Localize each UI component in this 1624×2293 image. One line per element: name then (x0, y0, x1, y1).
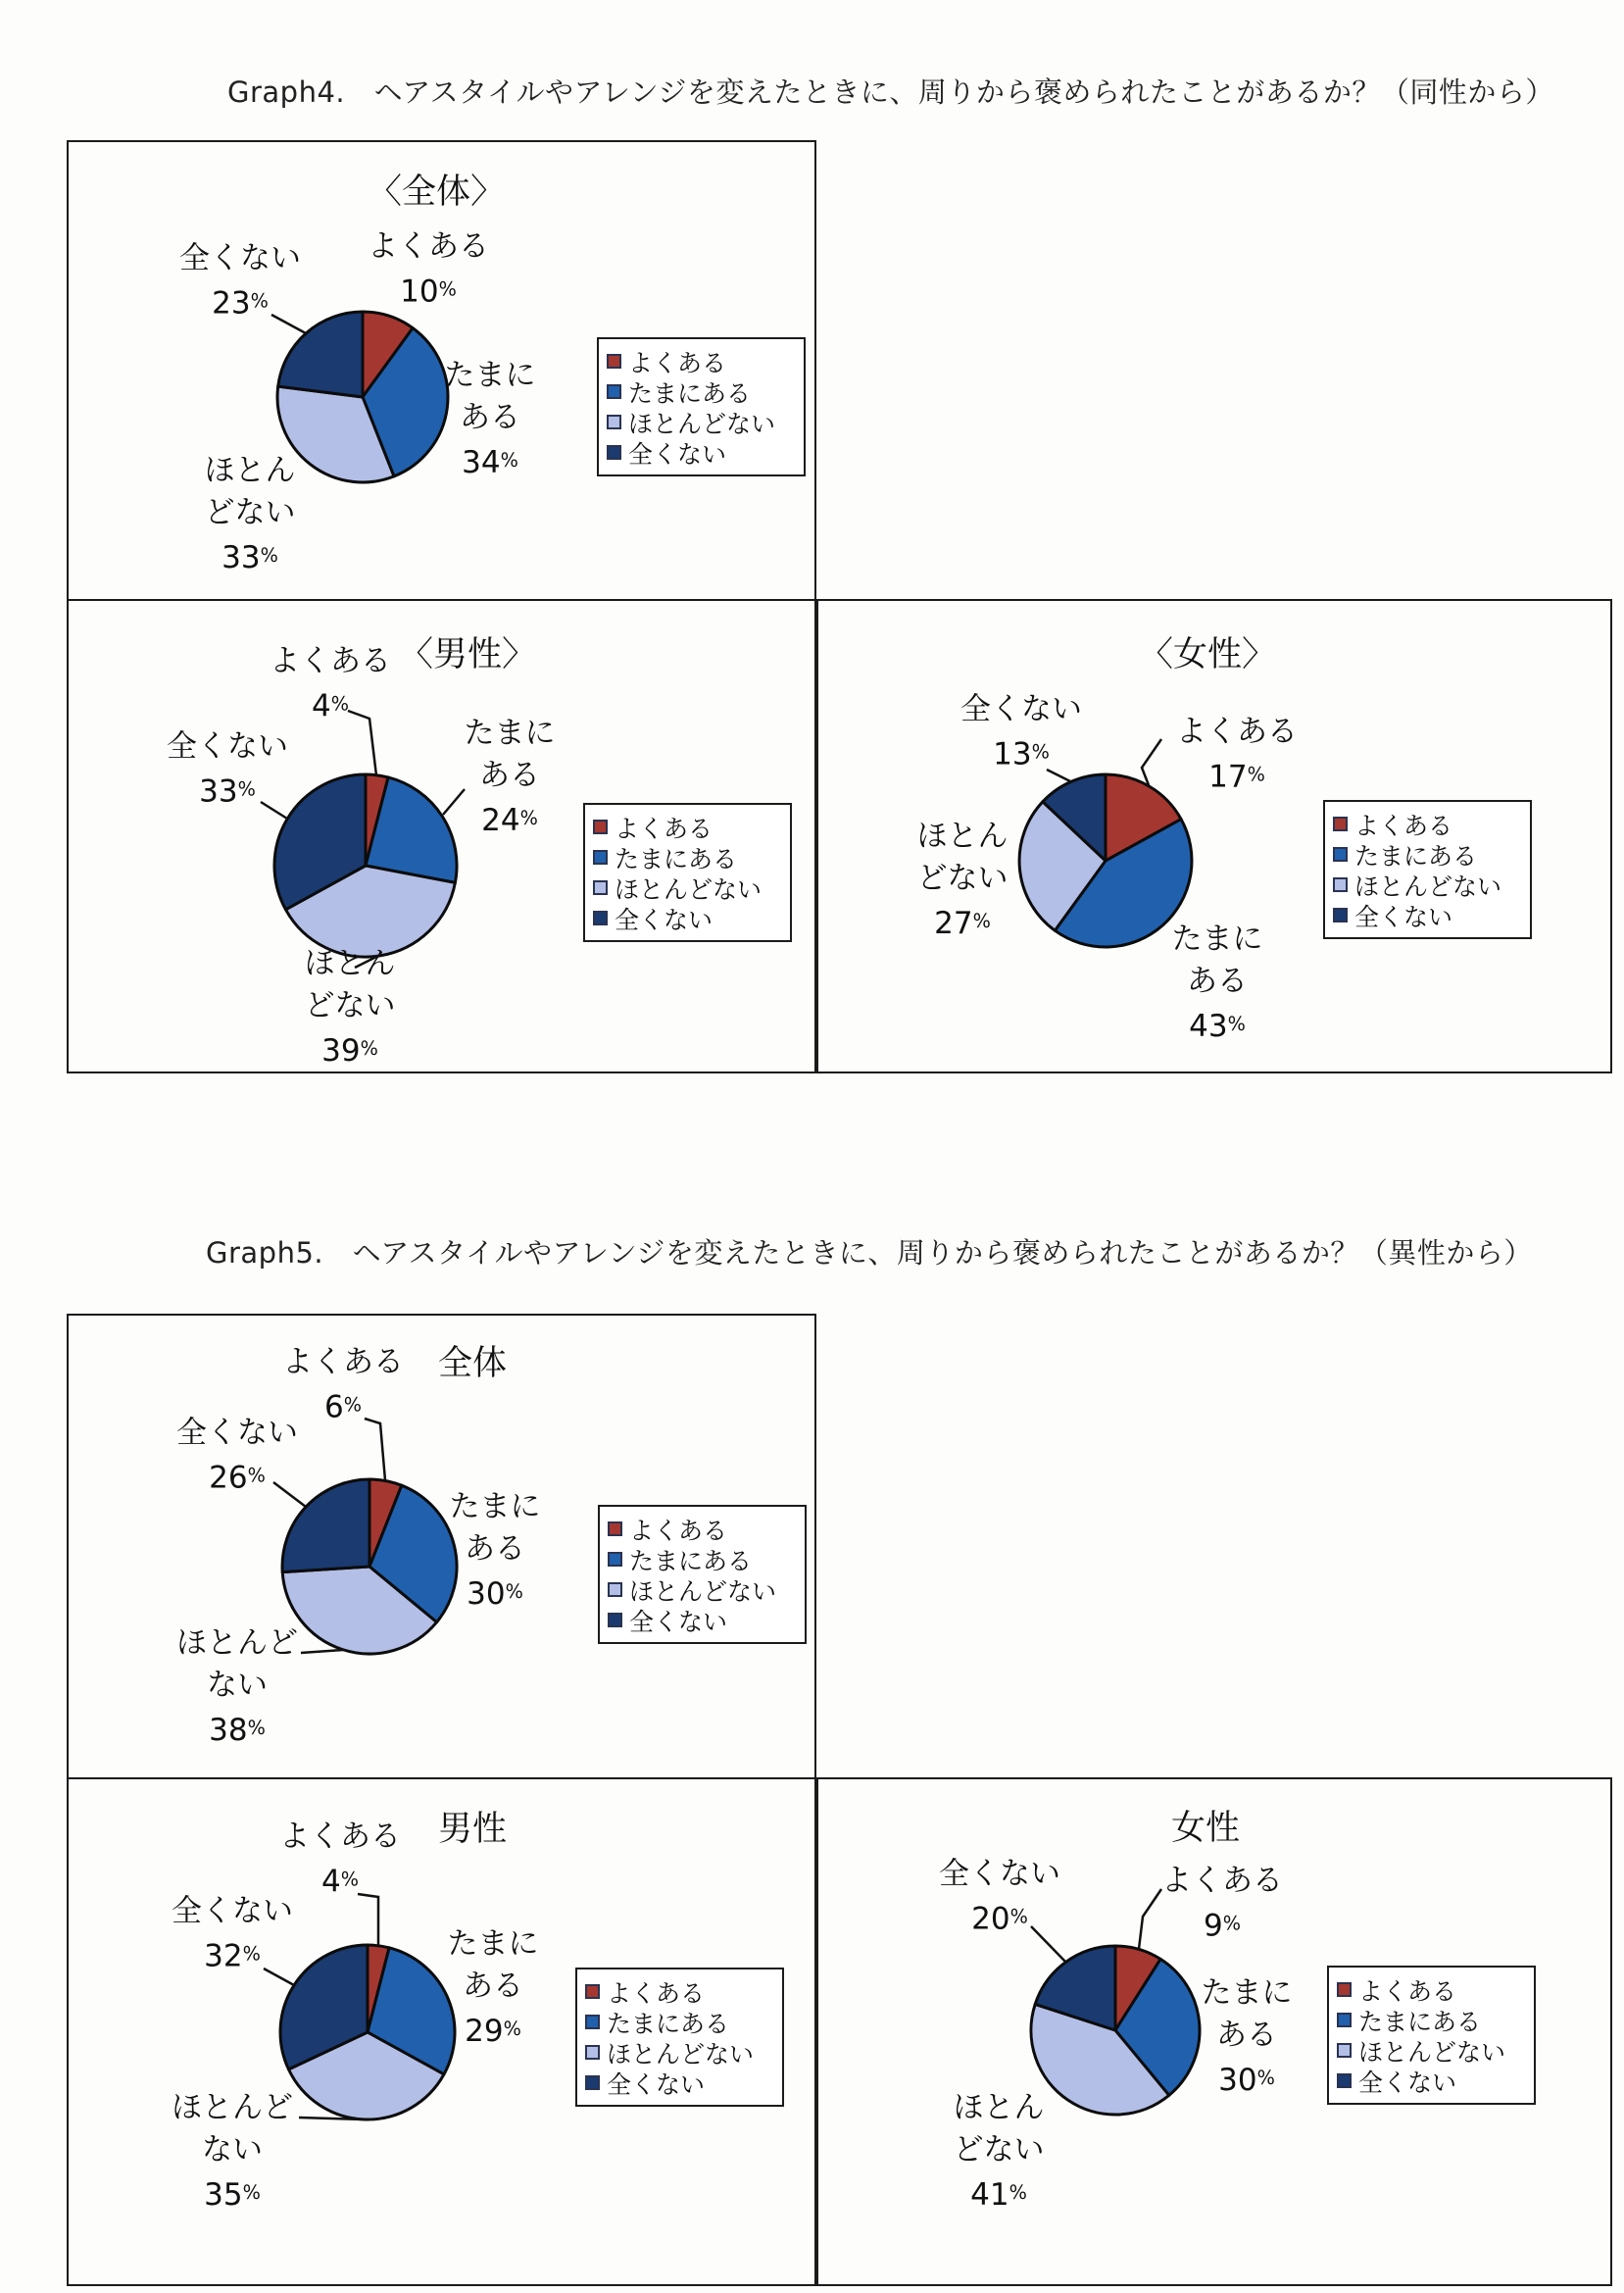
legend-item-never (585, 2068, 774, 2098)
legend (575, 1968, 784, 2107)
legend-label: よくある (607, 1978, 706, 2008)
slice-label-text: ある (460, 400, 520, 436)
legend (1327, 1966, 1536, 2105)
slice-label-sometimes (1172, 919, 1263, 1048)
label-callout-line (1142, 739, 1161, 785)
legend-item-never (608, 1605, 797, 1635)
legend-item-never (593, 903, 782, 933)
legend-label: 全くない (607, 2069, 706, 2099)
slice-label-often (282, 1342, 404, 1429)
legend-color-swatch (1333, 877, 1348, 892)
legend-label: 全くない (629, 1607, 728, 1636)
slice-label-text: どない (304, 988, 396, 1024)
legend-label: よくある (1354, 811, 1453, 840)
slice-label-never (179, 238, 301, 325)
slice-value: 33% (221, 539, 278, 575)
slice-label-text: ある (479, 758, 540, 794)
slice-label-rarely (917, 816, 1009, 945)
slice-label-text: たまに (464, 716, 556, 752)
slice-label-rarely (205, 450, 296, 579)
legend-color-swatch (608, 1521, 622, 1536)
legend-label: よくある (629, 1516, 728, 1545)
graph4-section-title: Graph4. ヘアスタイルやアレンジを変えたときに、周りから褒められたことがあるか？（同性から） (227, 75, 1554, 109)
slice-label-text: ほとんど (176, 1625, 298, 1662)
chart-panel-g4-all (67, 140, 816, 601)
slice-value: 34% (462, 444, 518, 480)
slice-label-text: たまに (449, 1489, 541, 1525)
label-callout-line (443, 789, 465, 815)
chart-panel-g5-all (67, 1314, 816, 1779)
legend-color-swatch (593, 911, 608, 925)
legend-label: ほとんどない (629, 1576, 777, 1606)
legend-label: たまにある (628, 378, 752, 408)
slice-label-text: ほとん (304, 946, 396, 982)
slice-label-rarely (176, 1622, 298, 1752)
legend-color-swatch (1333, 817, 1348, 831)
legend-color-swatch (585, 2075, 600, 2090)
legend-label: ほとんどない (1354, 872, 1502, 901)
legend-item-sometimes (607, 376, 796, 407)
slice-label-text: よくある (1176, 714, 1298, 750)
slice-label-text: たまに (1201, 1975, 1293, 2012)
legend-item-sometimes (593, 842, 782, 872)
legend-item-never (607, 437, 796, 468)
legend-item-rarely (585, 2037, 774, 2068)
slice-label-text: 全くない (960, 691, 1082, 727)
slice-value: 27% (934, 905, 991, 941)
slice-label-text: ある (1216, 2018, 1277, 2054)
legend-item-often (608, 1514, 797, 1544)
slice-label-text: ほとん (953, 2090, 1045, 2126)
slice-label-text: ほとん (916, 819, 1009, 855)
legend-item-often (607, 346, 796, 376)
slice-value: 32% (204, 1938, 261, 1974)
legend-color-swatch (593, 820, 608, 834)
legend-color-swatch (1333, 908, 1348, 922)
slice-value: 39% (321, 1032, 378, 1069)
legend-item-sometimes (1337, 2005, 1526, 2035)
legend (1323, 800, 1532, 939)
slice-value: 35% (204, 2176, 261, 2213)
slice-label-never (939, 1854, 1060, 1941)
slice-value: 13% (993, 736, 1050, 773)
slice-value: 20% (971, 1901, 1028, 1937)
legend-color-swatch (1337, 2013, 1352, 2027)
slice-label-text: よくある (368, 228, 489, 265)
slice-value: 38% (209, 1712, 266, 1748)
legend-item-rarely (1337, 2035, 1526, 2066)
legend-label: たまにある (629, 1546, 753, 1575)
slice-label-sometimes (448, 1923, 539, 2053)
slice-label-sometimes (450, 1486, 541, 1616)
slice-value: 43% (1189, 1008, 1246, 1044)
legend-color-swatch (608, 1582, 622, 1597)
legend-color-swatch (1337, 2043, 1352, 2058)
slice-label-never (176, 1413, 298, 1500)
legend-label: たまにある (607, 2009, 730, 2038)
label-callout-line (1139, 1889, 1161, 1949)
slice-label-rarely (954, 2087, 1045, 2217)
slice-label-text: よくある (270, 643, 391, 679)
slice-value: 30% (1218, 2062, 1275, 2098)
legend-label: よくある (628, 348, 727, 377)
legend (598, 1505, 807, 1644)
slice-label-text: ほとんど (172, 2090, 293, 2126)
legend-label: よくある (615, 814, 714, 843)
legend-item-rarely (608, 1574, 797, 1605)
slice-label-text: よくある (282, 1344, 404, 1380)
legend-label: 全くない (1358, 2068, 1457, 2097)
legend-item-often (1337, 1974, 1526, 2005)
legend-color-swatch (607, 445, 621, 460)
legend-item-rarely (1333, 870, 1522, 900)
legend-color-swatch (1337, 1982, 1352, 1997)
graph5-section-title: Graph5. ヘアスタイルやアレンジを変えたときに、周りから褒められたことがあるか？（異性から） (206, 1236, 1533, 1270)
legend-item-rarely (607, 407, 796, 437)
legend-item-often (1333, 809, 1522, 839)
slice-label-text: 全くない (176, 1415, 298, 1451)
chart-panel-g5-male (67, 1777, 816, 2286)
legend-color-swatch (593, 850, 608, 865)
legend-label: ほとんどない (615, 874, 763, 904)
legend-label: よくある (1358, 1976, 1457, 2006)
legend-label: ほとんどない (607, 2039, 755, 2069)
slice-label-never (167, 726, 288, 814)
slice-value: 4% (321, 1864, 359, 1900)
slice-label-text: よくある (1161, 1863, 1283, 1899)
chart-panel-g4-female (816, 599, 1612, 1073)
legend-item-sometimes (585, 2007, 774, 2037)
legend-color-swatch (585, 1984, 600, 1999)
slice-label-often (368, 226, 489, 314)
slice-value: 17% (1208, 759, 1265, 795)
slice-label-often (279, 1817, 401, 1904)
label-callout-line (301, 1650, 343, 1653)
legend-label: 全くない (1354, 902, 1453, 931)
slice-label-often (1176, 712, 1298, 799)
legend-label: たまにある (1358, 2007, 1482, 2036)
slice-label-rarely (305, 943, 396, 1072)
legend-color-swatch (1337, 2073, 1352, 2088)
legend-label: ほとんどない (628, 409, 776, 438)
slice-label-text: 全くない (167, 728, 288, 765)
panel-title-g4-all: 〈全体〉 (367, 173, 506, 212)
slice-label-text: たまに (444, 358, 536, 394)
legend-color-swatch (593, 880, 608, 895)
slice-label-text: どない (204, 495, 296, 531)
slice-value: 10% (400, 274, 457, 310)
slice-label-sometimes (465, 713, 556, 842)
slice-label-text: ほとん (204, 453, 296, 489)
slice-value: 23% (212, 285, 269, 322)
legend-color-swatch (607, 354, 621, 369)
slice-label-never (960, 689, 1082, 776)
legend-label: たまにある (615, 844, 738, 873)
slice-label-often (1161, 1861, 1283, 1948)
slice-label-text: どない (953, 2132, 1045, 2168)
slice-label-rarely (172, 2087, 293, 2217)
legend-item-never (1333, 900, 1522, 930)
chart-panel-g5-female (816, 1777, 1612, 2286)
legend-color-swatch (585, 2015, 600, 2029)
chart-panel-g4-male (67, 599, 816, 1073)
slice-value: 33% (199, 773, 256, 810)
legend-label: 全くない (628, 439, 727, 469)
slice-value: 24% (481, 802, 538, 838)
legend-item-sometimes (608, 1544, 797, 1574)
legend (597, 337, 806, 476)
slice-label-sometimes (1202, 1972, 1293, 2102)
legend-item-rarely (593, 872, 782, 903)
slice-value: 4% (312, 688, 349, 724)
slice-value: 41% (970, 2176, 1027, 2213)
legend-item-never (1337, 2066, 1526, 2096)
legend-color-swatch (1333, 847, 1348, 862)
slice-label-text: よくある (279, 1819, 401, 1855)
slice-value: 9% (1204, 1908, 1241, 1944)
legend-item-sometimes (1333, 839, 1522, 870)
legend-item-often (593, 812, 782, 842)
slice-label-text: たまに (1171, 922, 1263, 958)
slice-value: 6% (324, 1389, 362, 1425)
slice-label-text: 全くない (939, 1856, 1060, 1892)
slice-label-text: ある (1187, 964, 1248, 1000)
legend-label: 全くない (615, 905, 714, 934)
panel-title-g4-male: 〈男性〉 (398, 635, 537, 674)
legend-color-swatch (607, 415, 621, 429)
slice-label-text: たまに (447, 1926, 539, 1963)
panel-title-g5-all: 全体 (437, 1344, 508, 1383)
legend-color-swatch (608, 1613, 622, 1627)
panel-title-g5-male: 男性 (437, 1810, 508, 1849)
slice-label-sometimes (445, 355, 536, 484)
slice-label-never (172, 1891, 293, 1978)
legend-color-swatch (585, 2045, 600, 2060)
panel-title-g5-female: 女性 (1170, 1809, 1241, 1848)
slice-label-text: ある (463, 1969, 523, 2005)
legend (583, 803, 792, 942)
legend-color-swatch (607, 384, 621, 399)
slice-label-text: ない (202, 2132, 263, 2168)
slice-label-text: どない (916, 861, 1009, 897)
slice-label-text: 全くない (179, 240, 301, 276)
slice-value: 30% (467, 1575, 523, 1612)
slice-value: 26% (209, 1460, 266, 1496)
slice-label-text: ない (207, 1668, 268, 1704)
legend-color-swatch (608, 1552, 622, 1567)
slice-label-text: ある (465, 1531, 525, 1568)
slice-label-text: 全くない (172, 1893, 293, 1929)
legend-label: ほとんどない (1358, 2037, 1506, 2067)
legend-label: たまにある (1354, 841, 1478, 871)
legend-item-often (585, 1976, 774, 2007)
panel-title-g4-female: 〈女性〉 (1138, 635, 1277, 674)
slice-label-often (270, 641, 391, 728)
slice-value: 29% (465, 2013, 521, 2049)
